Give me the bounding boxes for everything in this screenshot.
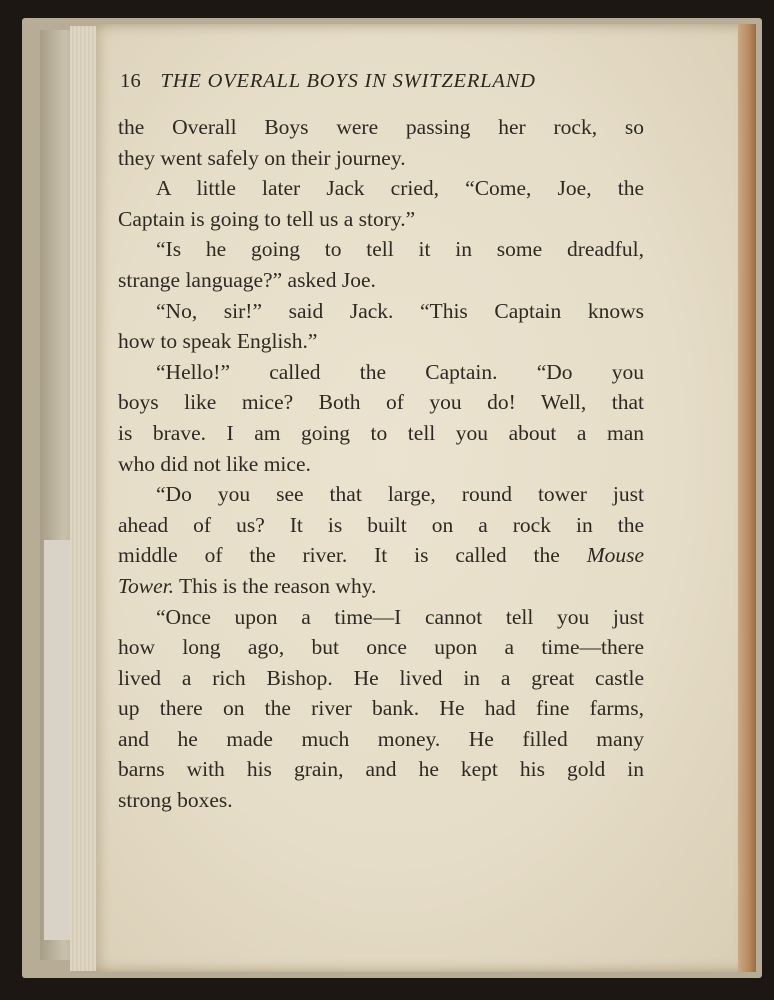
text-line	[118, 326, 644, 357]
text-line	[118, 112, 644, 143]
line-text: strong boxes.	[118, 788, 233, 813]
text-line	[118, 754, 644, 785]
italic-text: Tower.	[118, 573, 174, 598]
text-line	[118, 173, 644, 204]
line-text: how long ago, but once upon a time—there	[118, 635, 644, 660]
line-text: “Is he going to tell it in some dreadful,	[156, 237, 644, 262]
cover-inset	[44, 540, 70, 940]
line-text: middle of the river. It is called the	[118, 543, 560, 568]
line-text: barns with his grain, and he kept his gold in	[118, 757, 644, 782]
text-line	[118, 234, 644, 265]
text-line	[118, 785, 644, 816]
line-text: This is the reason why.	[178, 573, 377, 598]
text-line	[118, 479, 644, 510]
text-line	[118, 571, 644, 602]
line-text: they went safely on their journey.	[118, 145, 406, 170]
line-text: “Do you see that large, round tower just	[156, 482, 644, 507]
line-text: ahead of us? It is built on a rock in the	[118, 512, 644, 537]
text-line	[118, 265, 644, 296]
text-line	[118, 602, 644, 633]
line-text: “No, sir!” said Jack. “This Captain knows	[156, 298, 644, 323]
page-number: 16	[120, 70, 142, 92]
line-text: lived a rich Bishop. He lived in a great castle	[118, 665, 644, 690]
page-gutter	[738, 24, 756, 972]
text-line	[118, 510, 644, 541]
line-text: the Overall Boys were passing her rock, so	[118, 115, 644, 139]
line-text: Captain is going to tell us a story.”	[118, 206, 416, 231]
text-line	[118, 724, 644, 755]
text-line	[118, 418, 644, 449]
text-line	[118, 387, 644, 418]
line-text: boys like mice? Both of you do! Well, that	[118, 390, 644, 415]
line-text: who did not like mice.	[118, 451, 311, 476]
text-line	[118, 357, 644, 388]
line-text: is brave. I am going to tell you about a man	[118, 420, 644, 445]
text-line	[118, 296, 644, 327]
text-line	[118, 663, 644, 694]
line-text: “Hello!” called the Captain. “Do you	[156, 359, 644, 384]
line-text: how to speak English.”	[118, 329, 318, 354]
text-line	[118, 204, 644, 235]
line-text: “Once upon a time—I cannot tell you just	[156, 604, 644, 629]
line-text: strange language?” asked Joe.	[118, 267, 376, 292]
body-text	[118, 112, 644, 816]
line-text: A little later Jack cried, “Come, Joe, the	[156, 176, 644, 201]
text-line	[118, 143, 644, 174]
line-text: and he made much money. He filled many	[118, 726, 644, 751]
text-line	[118, 632, 644, 663]
text-line	[118, 693, 644, 724]
text-line	[118, 540, 644, 571]
text-line	[118, 449, 644, 480]
running-title: THE OVERALL BOYS IN SWITZERLAND	[160, 70, 536, 92]
running-header	[120, 70, 660, 93]
line-text: up there on the river bank. He had fine farms,	[118, 696, 644, 721]
italic-text: Mouse	[586, 543, 645, 568]
